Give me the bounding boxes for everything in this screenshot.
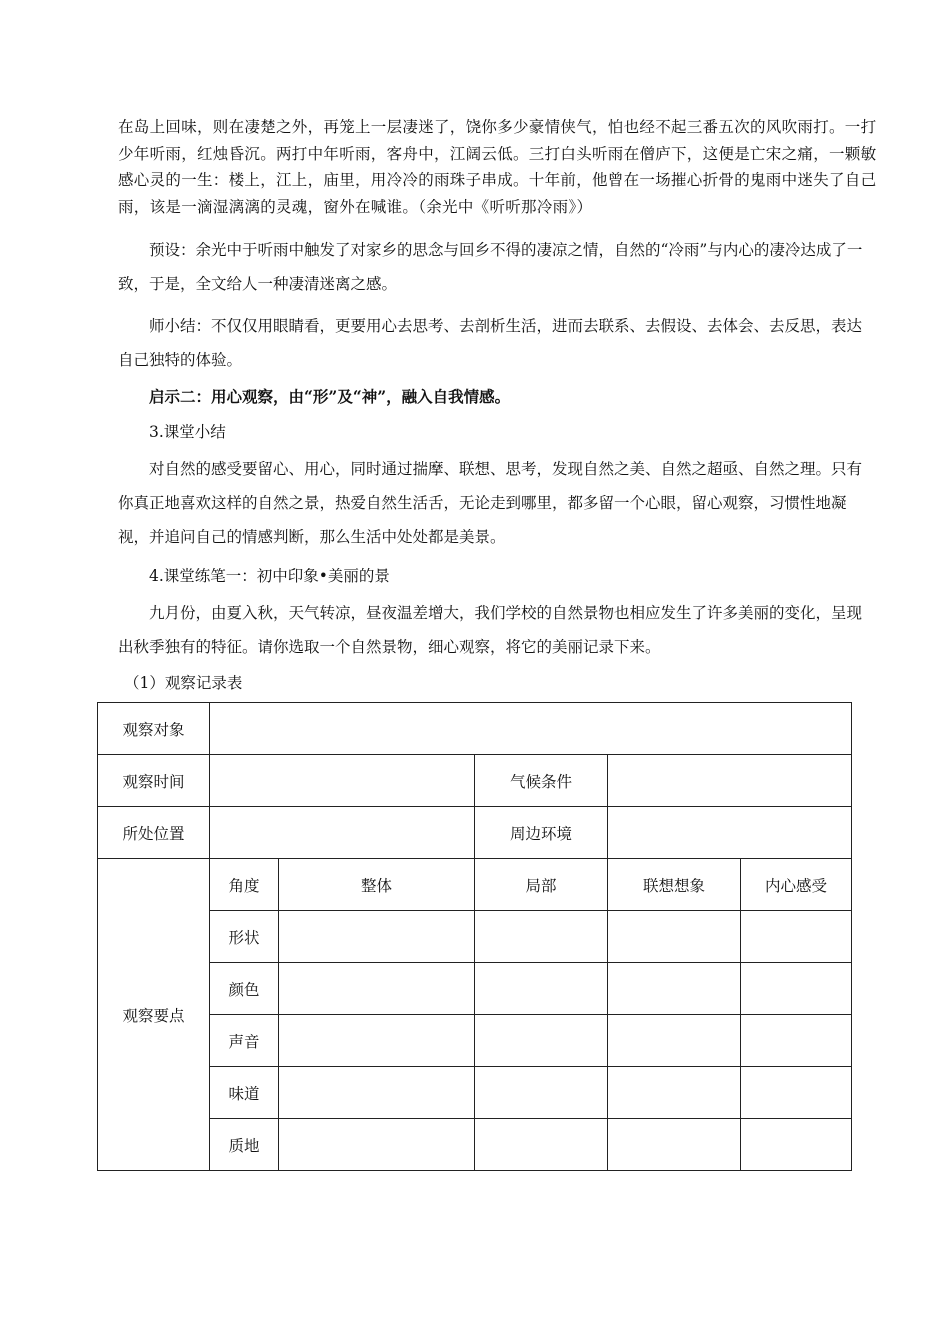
header-inner-feeling: 内心感受 [741, 859, 852, 911]
cell-shape-association[interactable] [608, 911, 741, 963]
table-caption: （1）观察记录表 [124, 674, 243, 692]
section3-title-block [118, 415, 868, 449]
label-surroundings: 周边环境 [475, 807, 608, 859]
cell-texture-partial[interactable] [475, 1119, 608, 1171]
cell-sound-overall[interactable] [279, 1015, 475, 1067]
label-climate-conditions: 气候条件 [475, 755, 608, 807]
preset-paragraph-block [118, 233, 868, 301]
label-observation-points: 观察要点 [98, 859, 210, 1171]
table-row [98, 1015, 852, 1067]
section4-title: 4.课堂练笔一：初中印象•美丽的景 [149, 567, 390, 585]
cell-sound-association[interactable] [608, 1015, 741, 1067]
quote-line: 少年听雨，红烛昏沉。两打中年听雨，客舟中，江阔云低。三打白头听雨在僧庐下，这便是亡宋之痛，一颗敏 [118, 144, 877, 163]
climate-conditions-field[interactable] [608, 755, 852, 807]
quote-line: 在岛上回味，则在凄楚之外，再笼上一层凄迷了，饶你多少豪情侠气，怕也经不起三番五次的风吹雨打。一打 [118, 118, 877, 136]
cell-texture-overall[interactable] [279, 1119, 475, 1171]
cell-taste-overall[interactable] [279, 1067, 475, 1119]
aspect-texture: 质地 [210, 1119, 279, 1171]
aspect-taste: 味道 [210, 1067, 279, 1119]
table-row [98, 1067, 852, 1119]
cell-texture-feeling[interactable] [741, 1119, 852, 1171]
section4-body-block [118, 596, 868, 664]
quote-line: 雨，该是一滴湿漓漓的灵魂，窗外在喊谁。（余光中《听听那冷雨》） [118, 197, 593, 216]
section3-body-block [118, 452, 868, 554]
table-row [98, 1119, 852, 1171]
cell-taste-association[interactable] [608, 1067, 741, 1119]
header-overall: 整体 [279, 859, 475, 911]
observation-time-field[interactable] [210, 755, 475, 807]
header-association: 联想想象 [608, 859, 741, 911]
quote-line: 感心灵的一生：楼上，江上，庙里，用冷冷的雨珠子串成。十年前，他曾在一场摧心折骨的鬼雨中迷失了自己 [118, 171, 877, 189]
table-row [98, 859, 852, 911]
preset-paragraph: 预设：余光中于听雨中触发了对家乡的思念与回乡不得的凄凉之情，自然的“冷雨”与内心的凄冷达成了一致，于是，全文给人一种凄清迷离之感。 [118, 241, 863, 293]
table-row [98, 703, 852, 755]
surroundings-field[interactable] [608, 807, 852, 859]
label-location: 所处位置 [98, 807, 210, 859]
cell-sound-partial[interactable] [475, 1015, 608, 1067]
cell-taste-feeling[interactable] [741, 1067, 852, 1119]
teacher-summary-paragraph: 师小结：不仅仅用眼睛看，更要用心去思考、去剖析生活，进而去联系、去假设、去体会、去反思，表达自己独特的体验。 [118, 317, 863, 369]
header-partial: 局部 [475, 859, 608, 911]
cell-color-partial[interactable] [475, 963, 608, 1015]
table-row [98, 911, 852, 963]
aspect-color: 颜色 [210, 963, 279, 1015]
cell-sound-feeling[interactable] [741, 1015, 852, 1067]
label-observation-time: 观察时间 [98, 755, 210, 807]
insight-two-block [118, 380, 868, 414]
cell-shape-partial[interactable] [475, 911, 608, 963]
label-observation-object: 观察对象 [98, 703, 210, 755]
section4-body: 九月份，由夏入秋，天气转凉，昼夜温差增大，我们学校的自然景物也相应发生了许多美丽的变化，呈现出秋季独有的特征。请你选取一个自然景物，细心观察，将它的美丽记录下来。 [118, 604, 863, 656]
header-angle: 角度 [210, 859, 279, 911]
cell-texture-association[interactable] [608, 1119, 741, 1171]
section3-title: 3.课堂小结 [149, 423, 226, 441]
cell-shape-overall[interactable] [279, 911, 475, 963]
cell-taste-partial[interactable] [475, 1067, 608, 1119]
cell-color-feeling[interactable] [741, 963, 852, 1015]
cell-color-overall[interactable] [279, 963, 475, 1015]
section4-title-block [118, 559, 868, 593]
insight-two-heading: 启示二：用心观察，由“形”及“神”，融入自我情感。 [149, 387, 511, 406]
cell-color-association[interactable] [608, 963, 741, 1015]
observation-object-field[interactable] [210, 703, 852, 755]
teacher-summary-block [118, 309, 868, 377]
table-row [98, 963, 852, 1015]
aspect-sound: 声音 [210, 1015, 279, 1067]
location-field[interactable] [210, 807, 475, 859]
section3-body: 对自然的感受要留心、用心，同时通过揣摩、联想、思考，发现自然之美、自然之超亟、自然之理。只有你真正地喜欢这样的自然之景，热爱自然生活舌，无论走到哪里，都多留一个心眼，留心观察，习惯性地凝视，并追问自己的情感判断，那么生活中处处都是美景。 [118, 460, 863, 546]
aspect-shape: 形状 [210, 911, 279, 963]
table-row [98, 755, 852, 807]
cell-shape-feeling[interactable] [741, 911, 852, 963]
table-row [98, 807, 852, 859]
observation-record-table [97, 702, 852, 1171]
quote-passage [118, 114, 877, 220]
